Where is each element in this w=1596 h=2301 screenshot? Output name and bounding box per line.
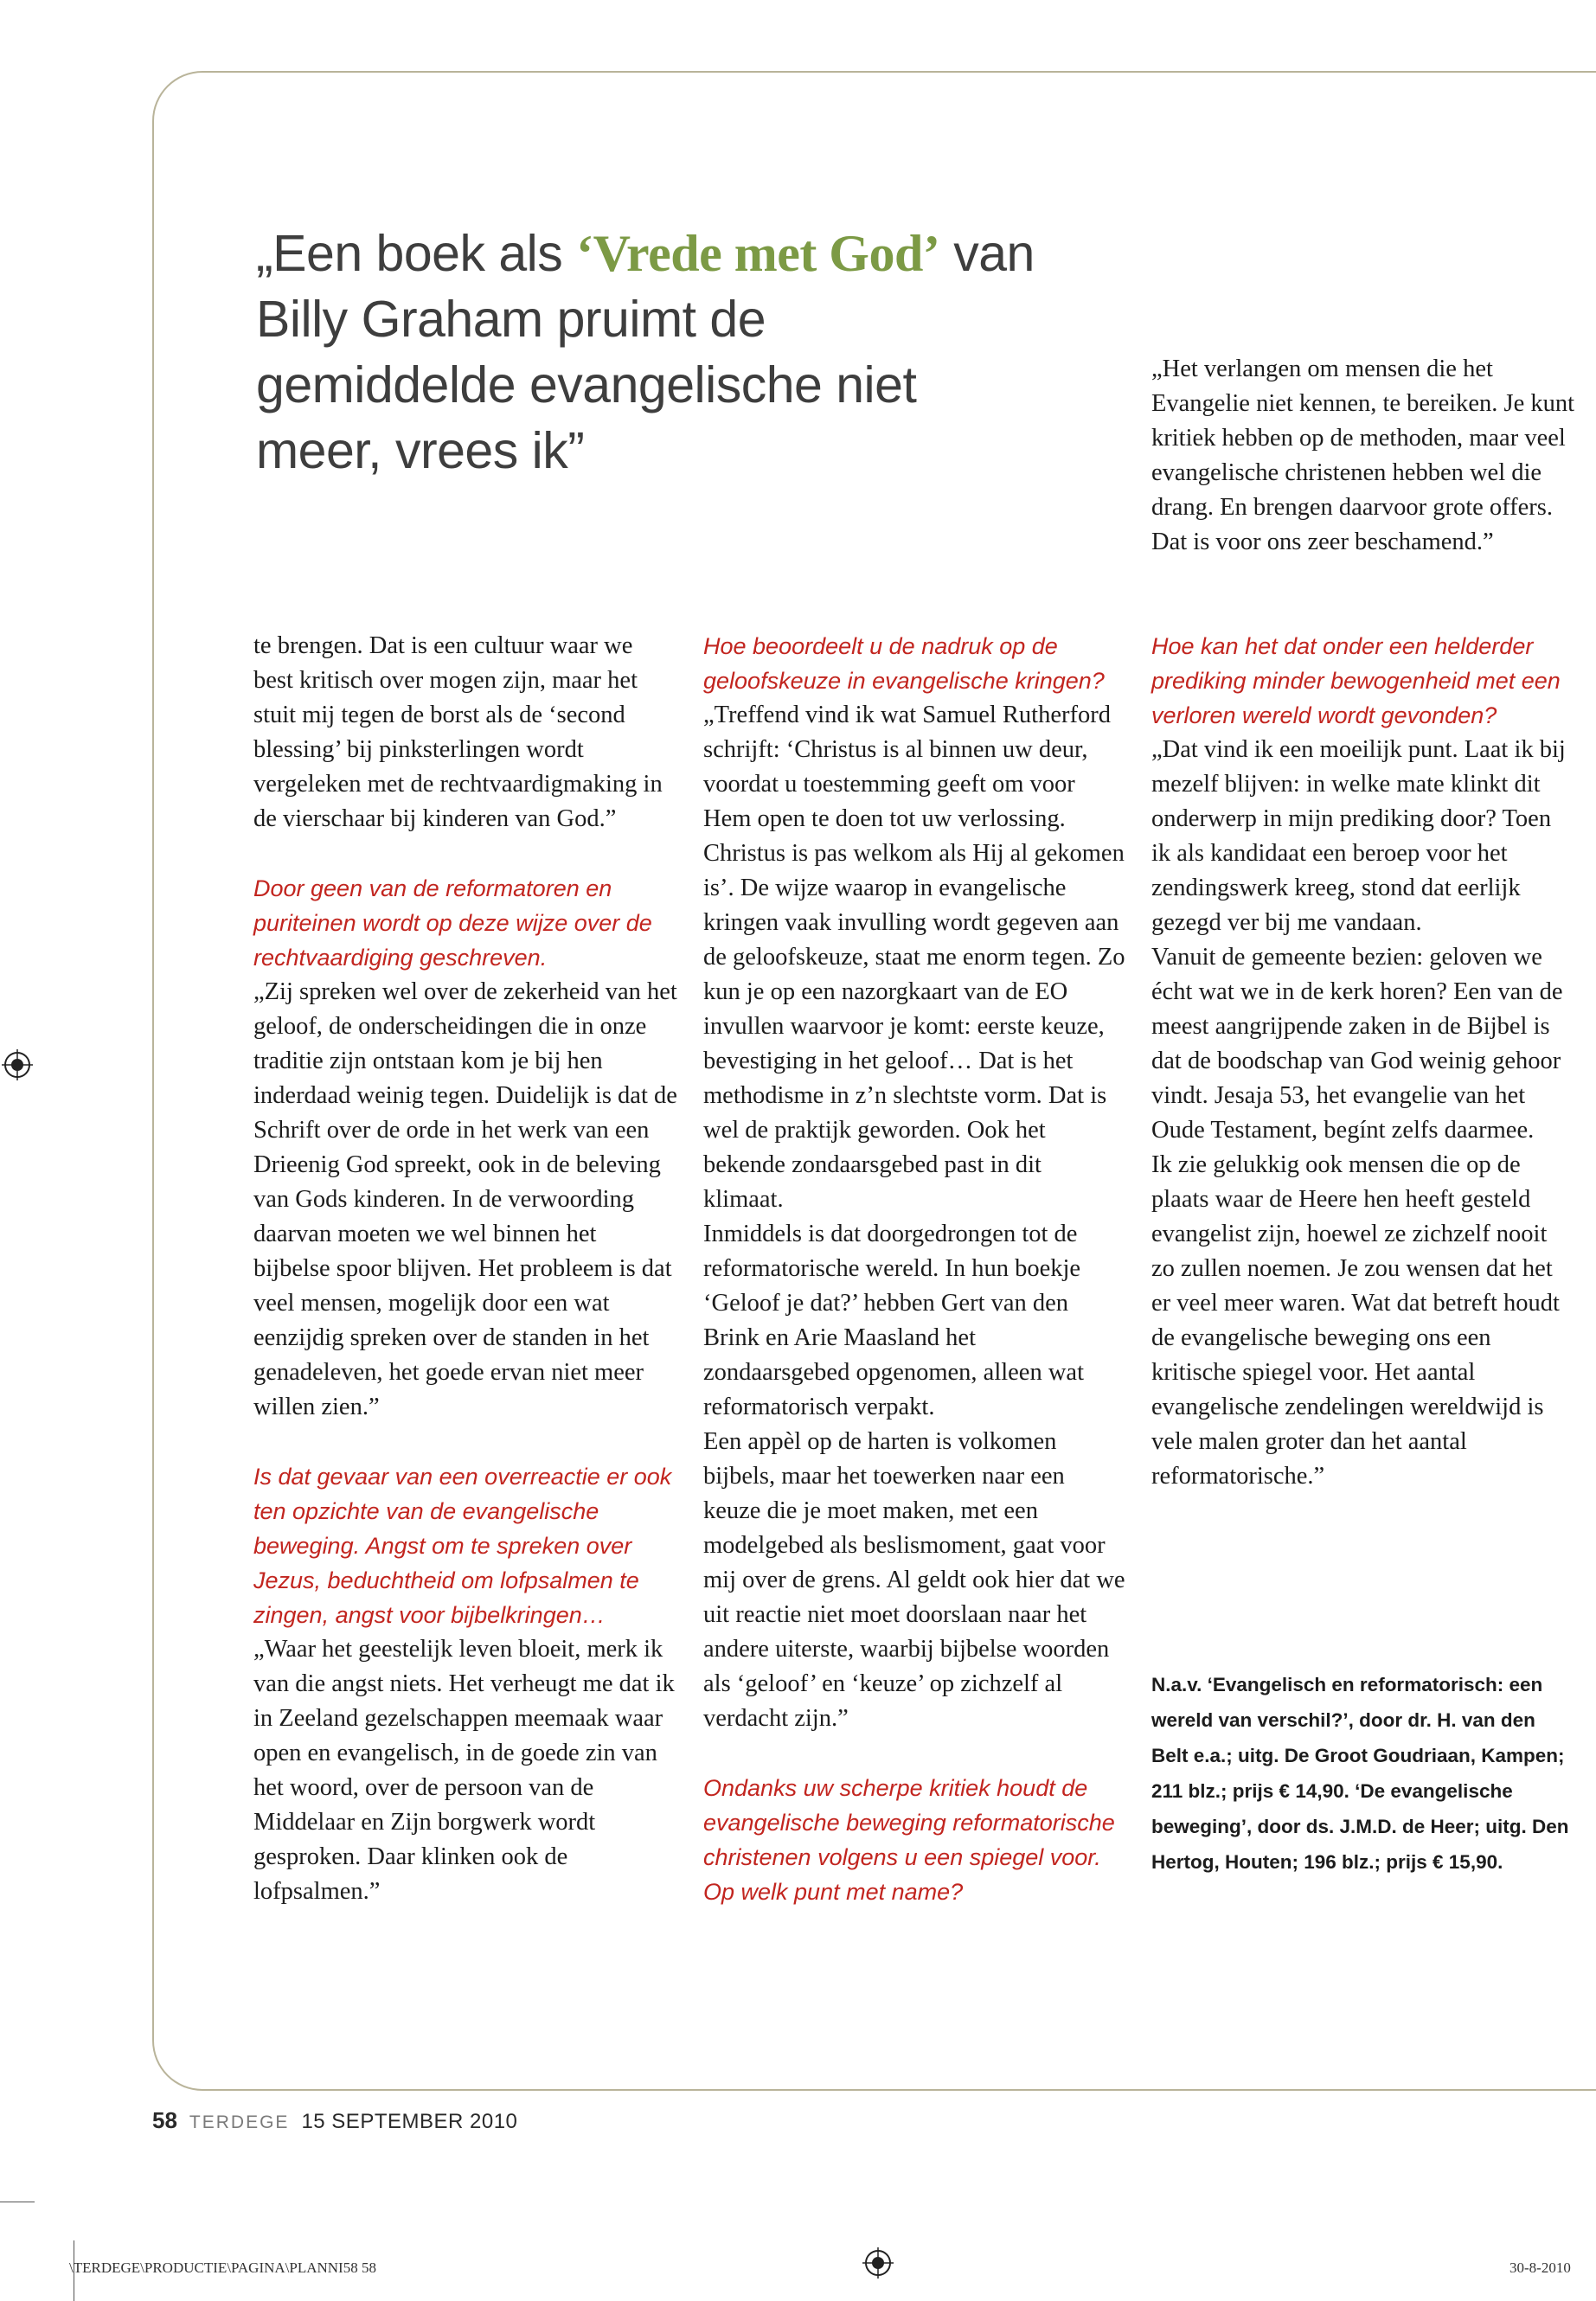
headline-quote-post: van Billy Graham pruimt de gemiddelde evangelische niet meer, vrees ik” (256, 225, 1035, 479)
column1-paragraph-3: „Waar het geestelijk leven bloeit, merk ik van die angst niets. Het verheugt me dat ik in Zeeland gezelschappen meemaak waar open en evangelisch, in de goede zin van het woord, over de persoon van de Middelaar en Zijn borgwerk wordt gesproken. Daar klinken ook de lofpsalmen.” (253, 1636, 675, 1905)
slug-date: 30-8-2010 (1509, 2259, 1571, 2276)
column2-question-1: Hoe beoordeelt u de nadruk op de geloofskeuze in evangelische kringen? (703, 633, 1105, 694)
slug-path: \TERDEGE\PRODUCTIE\PAGINA\PLANNI58 58 (69, 2259, 376, 2276)
headline-quote-pre: „Een boek als (256, 225, 577, 282)
pull-quote: „Het verlangen om mensen die het Evangelie niet kennen, te bereiken. Je kunt kritiek hebben op de methoden, maar veel evangelische christenen hebben wel die drang. En brengen daarvoor grote offers. Dat is voor ons zeer beschamend.” (1151, 356, 1575, 555)
page-number: 58 (152, 2107, 177, 2133)
headline-quote-highlight: ‘Vrede met God’ (576, 225, 940, 282)
column3-paragraph-3: Ik zie gelukkig ook mensen die op de plaats waar de Heere hen heeft gesteld evangelist zijn, hoewel ze zichzelf nooit zo zullen noemen. Je zou wensen dat het er veel meer waren. Wat dat betreft houdt de evangelische beweging ons een kritische spiegel voor. Het aantal evangelische zendelingen wereldwijd is vele malen groter dan het aantal reformatorische.” (1151, 1151, 1560, 1490)
bibliography-note: N.a.v. ‘Evangelisch en reformatorisch: een wereld van verschil?’, door dr. H. van den Belt e.a.; uitg. De Groot Goudriaan, Kampen; 211 blz.; prijs € 14,90. ‘De evangelische beweging’, door ds. J.M.D. de Heer; uitg. Den Hertog, Houten; 196 blz.; prijs € 15,90. (1151, 1674, 1569, 1873)
issue-date: 15 SEPTEMBER 2010 (301, 2110, 518, 2133)
column3-paragraph-1: „Dat vind ik een moeilijk punt. Laat ik bij mezelf blijven: in welke mate klinkt dit onderwerp in mijn prediking door? Toen ik als kandidaat een beroep voor het zendingswerk kreeg, stond dat eerlijk gezegd ver bij me vandaan. (1151, 736, 1566, 936)
column-1 (253, 629, 677, 1909)
headline-quote (256, 221, 1035, 484)
magazine-name: TERDEGE (189, 2112, 290, 2132)
page-footer (152, 2107, 517, 2134)
column1-question-1: Door geen van de reformatoren en puriteinen wordt op deze wijze over de rechtvaardiging geschreven. (253, 875, 652, 971)
column-2 (703, 629, 1127, 1909)
column2-question-2: Ondanks uw scherpe kritiek houdt de evangelische beweging reformatorische christenen volgens u een spiegel voor. Op welk punt met name? (703, 1775, 1115, 1905)
column1-paragraph-1: te brengen. Dat is een cultuur waar we best kritisch over mogen zijn, maar het stuit mij tegen de borst als de ‘second blessing’ bij pinksterlingen wordt vergeleken met de rechtvaardigmaking in de vierschaar bij kinderen van God.” (253, 632, 663, 832)
column1-question-2: Is dat gevaar van een overreactie er ook ten opzichte van de evangelische beweging. Angst om te spreken over Jezus, beduchtheid om lofpsalmen te zingen, angst voor bijbelkringen… (253, 1464, 672, 1628)
column1-paragraph-2: „Zij spreken wel over de zekerheid van het geloof, de onderscheidingen die in onze traditie zijn ontstaan kom je bij hen inderdaad weinig tegen. Duidelijk is dat de Schrift over de orde in het werk van een Drieenig God spreekt, ook in de beleving van Gods kinderen. In de verwoording daarvan moeten we wel binnen het bijbelse spoor blijven. Het probleem is dat veel mensen, mogelijk door een wat eenzijdig spreken over de standen in het genadeleven, het goede ervan niet meer willen zien.” (253, 978, 677, 1420)
column-3 (1151, 629, 1575, 1880)
column2-paragraph-3: Een appèl op de harten is volkomen bijbels, maar het toewerken naar een keuze die je moet maken, met een modelgebed als beslismoment, gaat voor mij over de grens. Al geldt ook hier dat we uit reactie niet moet doorslaan naar het andere uiterste, waarbij bijbelse woorden als ‘geloof’ en ‘keuze’ op zichzelf al verdacht zijn.” (703, 1428, 1125, 1732)
column2-paragraph-2: Inmiddels is dat doorgedrongen tot de reformatorische wereld. In hun boekje ‘Geloof je dat?’ hebben Gert van den Brink en Arie Maasland het zondaarsgebed opgenomen, alleen wat reformatorisch verpakt. (703, 1221, 1084, 1420)
registration-mark-icon (862, 2247, 894, 2279)
registration-mark-icon (2, 1049, 33, 1080)
column3-paragraph-2: Vanuit de gemeente bezien: geloven we écht wat we in de kerk horen? Een van de meest aangrijpende zaken in de Bijbel is dat de boodschap van God weinig gehoor vindt. Jesaja 53, het evangelie van het Oude Testament, begínt zelfs daarmee. (1151, 944, 1563, 1144)
column2-paragraph-1: „Treffend vind ik wat Samuel Rutherford schrijft: ‘Christus is al binnen uw deur, voordat u toestemming geeft om voor Hem open te doen tot uw verlossing. Christus is pas welkom als Hij al gekomen is’. De wijze waarop in evangelische kringen vaak invulling wordt gegeven aan de geloofskeuze, staat me enorm tegen. Zo kun je op een nazorgkaart van de EO invullen waarvoor je komt: eerste keuze, bevestiging in het geloof… Dat is het methodisme in z’n slechtste vorm. Dat is wel de praktijk geworden. Ook het bekende zondaarsgebed past in dit klimaat. (703, 702, 1125, 1213)
column3-question-1: Hoe kan het dat onder een helderder prediking minder bewogenheid met een verloren wereld wordt gevonden? (1151, 633, 1561, 728)
